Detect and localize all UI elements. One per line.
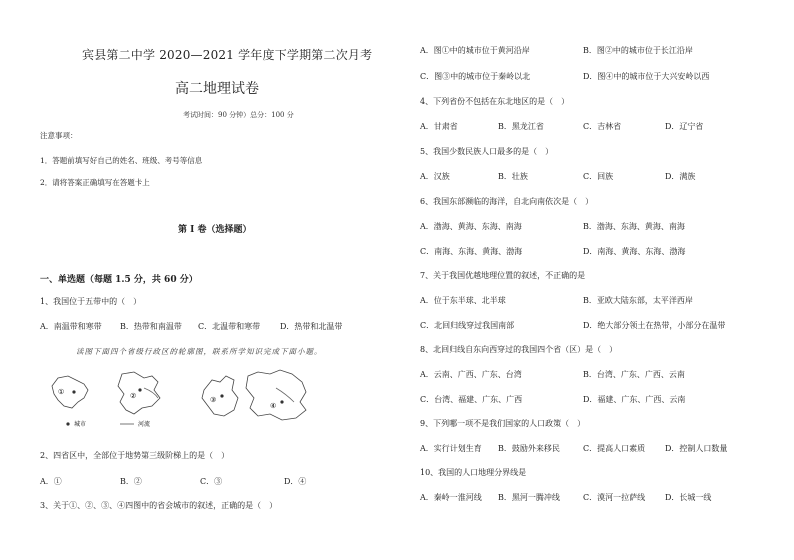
option: C．台湾、福建、广东、广西 bbox=[420, 395, 523, 404]
option: B．鼓励外来移民 bbox=[498, 444, 560, 453]
option: A．实行计划生育 bbox=[420, 444, 482, 453]
exam-title: 宾县第二中学 2020—2021 学年度下学期第二次月考 bbox=[82, 48, 373, 62]
option: C．吉林省 bbox=[583, 122, 622, 131]
option: C．回族 bbox=[583, 172, 614, 181]
map-label: ① bbox=[58, 388, 65, 396]
volume-heading: 第 I 卷（选择题） bbox=[178, 225, 252, 235]
option: D．图④中的城市位于大兴安岭以西 bbox=[583, 72, 710, 81]
city-dot bbox=[280, 400, 283, 403]
question-stem: 6、我国东部濒临的海洋，自北向南依次是（ ） bbox=[420, 197, 594, 206]
option: C．北回归线穿过我国南部 bbox=[420, 321, 515, 330]
option: A．汉族 bbox=[420, 172, 450, 181]
city-dot bbox=[138, 388, 141, 391]
question-stem: 9、下列哪一项不是我们国家的人口政策（ ） bbox=[420, 419, 586, 428]
option: C．提高人口素质 bbox=[583, 444, 646, 453]
question-stem: 10、我国的人口地理分界线是 bbox=[420, 468, 527, 477]
city-dot bbox=[72, 390, 75, 393]
option: C．北温带和寒带 bbox=[198, 322, 261, 331]
option: B．图②中的城市位于长江沿岸 bbox=[583, 46, 693, 55]
river-line bbox=[276, 388, 294, 402]
city-dot bbox=[220, 394, 223, 397]
option: A．位于东半球、北半球 bbox=[420, 296, 506, 305]
legend-city-label: 城市 bbox=[74, 421, 87, 428]
option: C．③ bbox=[200, 477, 223, 486]
option: B．台湾、广东、广西、云南 bbox=[583, 370, 685, 379]
option: B．② bbox=[120, 477, 142, 486]
option: B．壮族 bbox=[498, 172, 528, 181]
question-stem: 3、关于①、②、③、④四图中的省会城市的叙述，正确的是（ ） bbox=[40, 501, 278, 510]
option: A．云南、广西、广东、台湾 bbox=[420, 370, 522, 379]
option: D．南海、黄海、东海、渤海 bbox=[583, 247, 686, 256]
question-stem: 1、我国位于五带中的（ ） bbox=[40, 297, 142, 306]
legend-city-dot bbox=[66, 422, 69, 425]
option: A．甘肃省 bbox=[420, 122, 458, 131]
option: D．长城一线 bbox=[665, 493, 712, 502]
option: D．绝大部分领土在热带，小部分在温带 bbox=[583, 321, 726, 330]
option: A．① bbox=[40, 477, 62, 486]
notice-heading: 注意事项： bbox=[40, 131, 78, 140]
map-instruction: 读图下面四个省级行政区的轮廓图，联系所学知识完成下面小题。 bbox=[76, 347, 323, 356]
option: B．黑龙江省 bbox=[498, 122, 544, 131]
option: B．渤海、东海、黄海、南海 bbox=[583, 222, 685, 231]
section-heading: 一、单选题（每题 1.5 分，共 60 分） bbox=[40, 275, 198, 285]
option: B．亚欧大陆东部，太平洋西岸 bbox=[583, 296, 693, 305]
option: D．控制人口数量 bbox=[665, 444, 728, 453]
option: D．福建、广东、广西、云南 bbox=[583, 395, 686, 404]
option: A．渤海、黄海、东海、南海 bbox=[420, 222, 522, 231]
legend-river-label: 河流 bbox=[138, 421, 151, 428]
map-label: ③ bbox=[210, 396, 217, 404]
exam-subtitle: 高二地理试卷 bbox=[175, 81, 259, 97]
question-stem: 2、四省区中，全部位于地势第三级阶梯上的是（ ） bbox=[40, 451, 230, 460]
option: B．热带和南温带 bbox=[120, 322, 182, 331]
option: C．图③中的城市位于秦岭以北 bbox=[420, 72, 531, 81]
option: C．漠河一拉萨线 bbox=[583, 493, 646, 502]
province-outline-3 bbox=[202, 376, 238, 416]
province-outline-4 bbox=[246, 370, 306, 420]
exam-meta: 考试时间：90 分钟）总分：100 分 bbox=[183, 111, 294, 119]
option: B．黑河一腾冲线 bbox=[498, 493, 560, 502]
map-label: ④ bbox=[270, 402, 277, 410]
notice-item: 1．答题前填写好自己的姓名、班级、考号等信息 bbox=[40, 156, 203, 165]
question-stem: 4、下列省份不包括在东北地区的是（ ） bbox=[420, 97, 570, 106]
option: C．南海、东海、黄海、渤海 bbox=[420, 247, 523, 256]
option: D．辽宁省 bbox=[665, 122, 704, 131]
question-stem: 8、北回归线自东向西穿过的我国四个省（区）是（ ） bbox=[420, 345, 618, 354]
map-label: ② bbox=[130, 392, 137, 400]
province-outline-maps bbox=[44, 368, 344, 428]
option: D．满族 bbox=[665, 172, 696, 181]
option: D．④ bbox=[284, 477, 307, 486]
notice-item: 2．请将答案正确填写在答题卡上 bbox=[40, 178, 150, 187]
option: A．图①中的城市位于黄河沿岸 bbox=[420, 46, 530, 55]
option: D．热带和北温带 bbox=[280, 322, 343, 331]
option: A．南温带和寒带 bbox=[40, 322, 102, 331]
question-stem: 7、关于我国优越地理位置的叙述，不正确的是 bbox=[420, 271, 586, 280]
question-stem: 5、我国少数民族人口最多的是（ ） bbox=[420, 147, 554, 156]
option: A．秦岭一淮河线 bbox=[420, 493, 482, 502]
